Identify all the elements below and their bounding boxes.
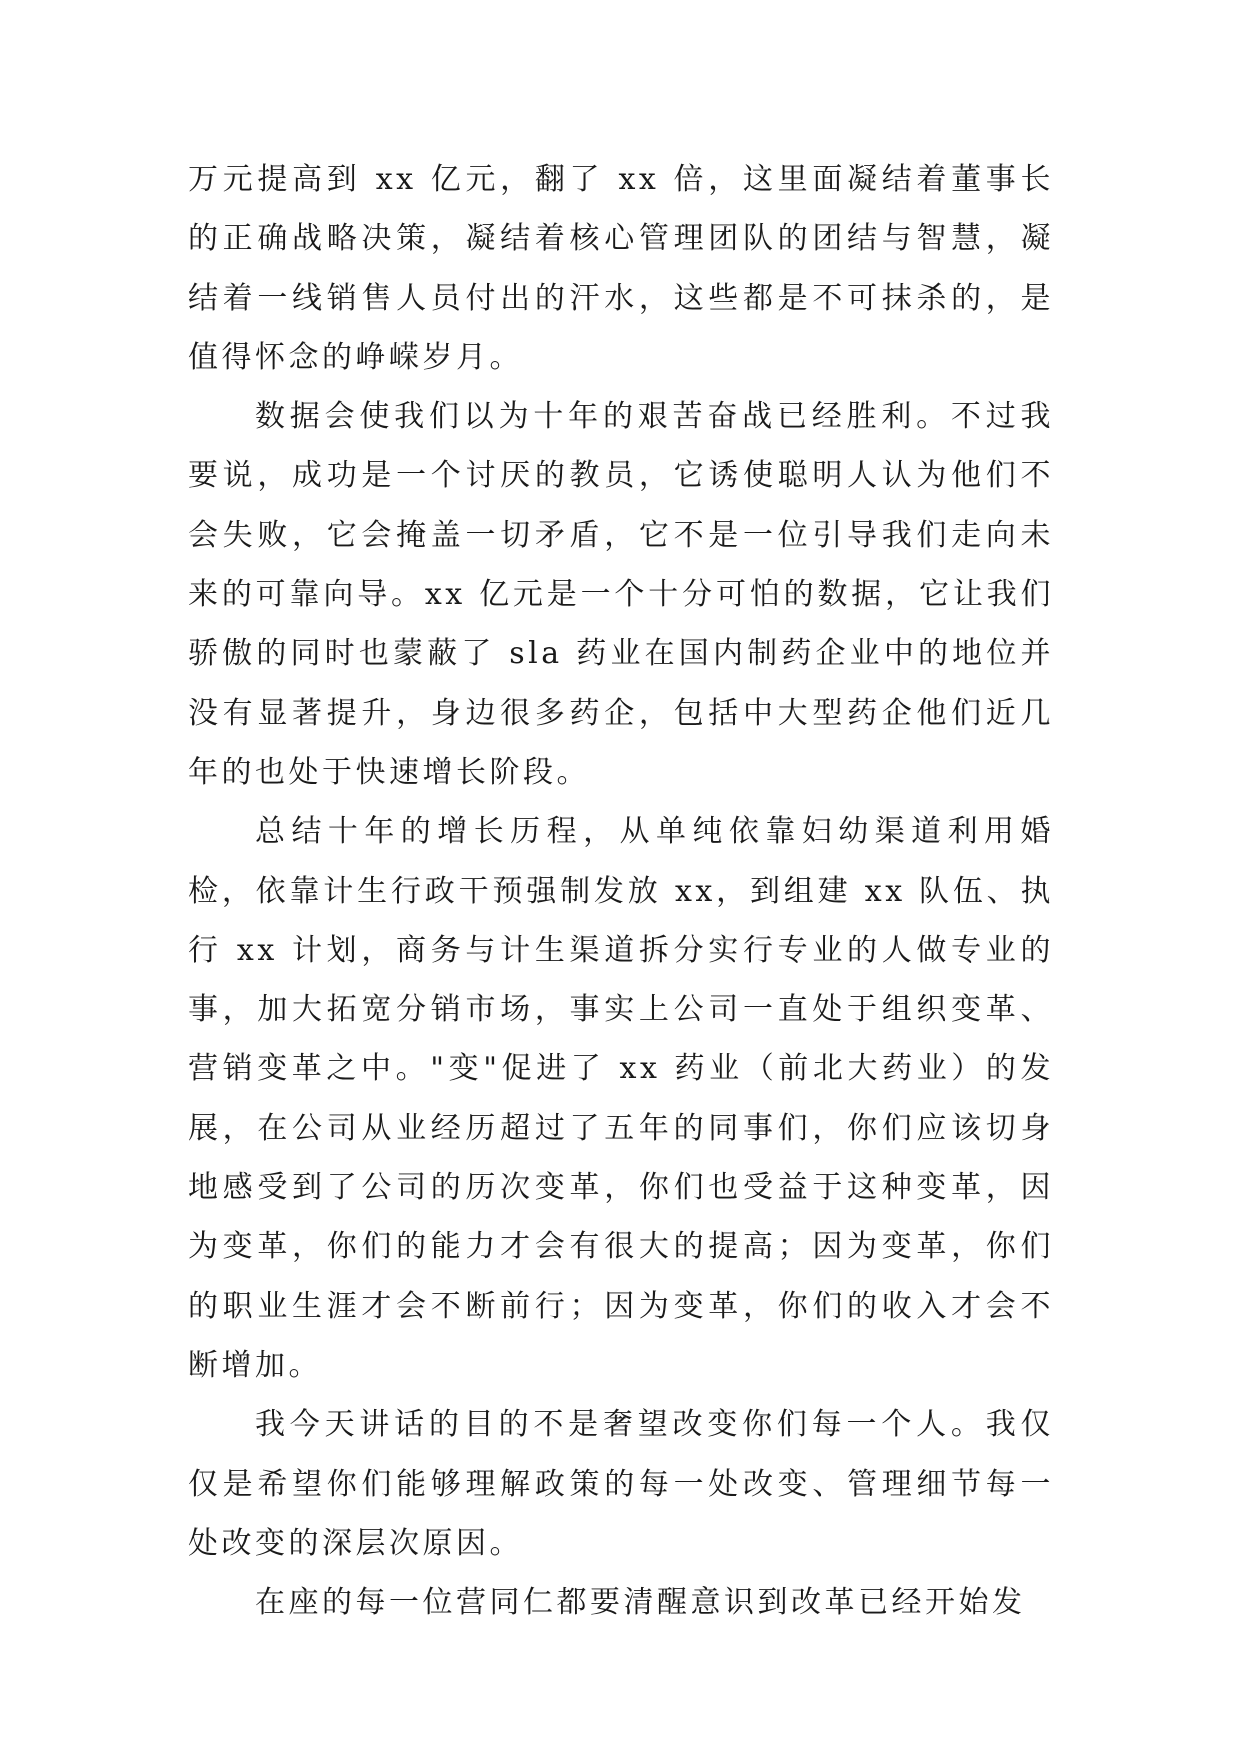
paragraph-data-warning: 数据会使我们以为十年的艰苦奋战已经胜利。不过我要说，成功是一个讨厌的教员，它诱使聪明人认为他们不会失败，它会掩盖一切矛盾，它不是一位引导我们走向未来的可靠向导。xx 亿元是一个十分可怕的数据，它让我们骄傲的同时也蒙蔽了 sla 药业在国内制药企业中的地位并没有显著提升，身边很多药企，包括中大型药企他们近几年的也处于快速增长阶段。	[188, 399, 1054, 790]
paragraph-growth-history: 总结十年的增长历程，从单纯依靠妇幼渠道利用婚检，依靠计生行政干预强制发放 xx，到组建 xx 队伍、执行 xx 计划，商务与计生渠道拆分实行专业的人做专业的事，加大拓宽分销市场，事实上公司一直处于组织变革、营销变革之中。"变"促进了 xx 药业（前北大药业）的发展，在公司从业经历超过了五年的同事们，你们应该切身地感受到了公司的历次变革，你们也受益于这种变革，因为变革，你们的能力才会有很大的提高；因为变革，你们的职业生涯才会不断前行；因为变革，你们的收入才会不断增加。	[188, 814, 1054, 1383]
paragraph-reform-awareness: 在座的每一位营同仁都要清醒意识到改革已经开始发	[255, 1585, 1026, 1621]
document-body	[188, 150, 1054, 1632]
paragraph-speech-purpose: 我今天讲话的目的不是奢望改变你们每一个人。我仅仅是希望你们能够理解政策的每一处改变、管理细节每一处改变的深层次原因。	[188, 1407, 1054, 1561]
paragraph-continuation: 万元提高到 xx 亿元，翻了 xx 倍，这里面凝结着董事长的正确战略决策，凝结着核心管理团队的团结与智慧，凝结着一线销售人员付出的汗水，这些都是不可抹杀的，是值得怀念的峥嵘岁月。	[188, 162, 1054, 375]
